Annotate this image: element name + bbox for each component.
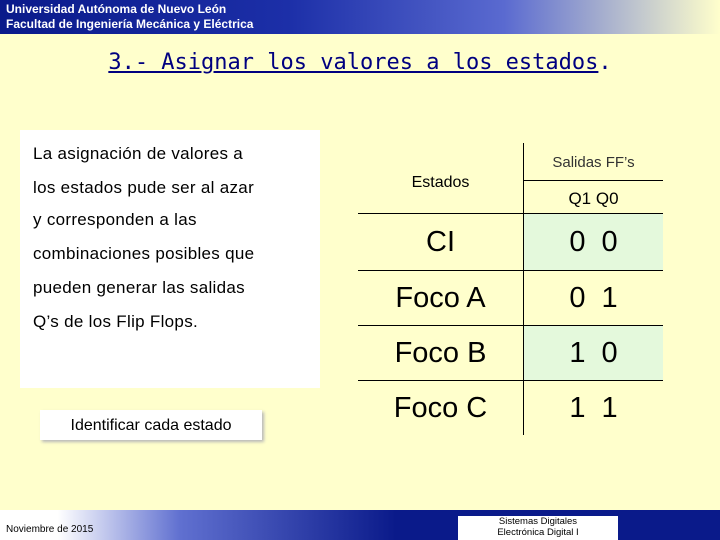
code-foco-a: 0 1 (569, 282, 618, 314)
caption-text: Identificar cada estado (70, 417, 232, 434)
state-foco-a: Foco A (395, 282, 486, 314)
slide-title (0, 50, 720, 75)
university-name: Universidad Autónoma de Nuevo León (6, 2, 227, 16)
description-box (20, 130, 320, 388)
code-foco-c: 1 1 (569, 392, 618, 424)
state-ci: CI (426, 226, 455, 258)
table-row-divider-4 (358, 380, 663, 381)
description-line-4: combinaciones posibles que (33, 244, 255, 263)
state-foco-b: Foco B (394, 337, 487, 369)
description-line-1: La asignación de valores a (33, 144, 244, 163)
code-foco-b: 1 0 (569, 337, 618, 369)
caption-box (40, 410, 262, 440)
description-line-5: pueden generar las salidas (33, 278, 245, 297)
slide-title-period: . (598, 50, 612, 75)
header-q1-q0: Q1 Q0 (568, 189, 619, 208)
description-line-3: y corresponden a las (33, 210, 197, 229)
footer-date: Noviembre de 2015 (6, 524, 94, 535)
header-salidas: Salidas FF’s (552, 154, 635, 171)
slide-title-text: 3.- Asignar los valores a los estados (108, 50, 599, 75)
footer-course-line-1: Sistemas Digitales (498, 516, 578, 527)
faculty-name: Facultad de Ingeniería Mecánica y Eléctrica (6, 17, 254, 31)
state-foco-c: Foco C (393, 392, 488, 424)
footer-course (458, 516, 618, 540)
table-header-divider (523, 180, 663, 181)
table-row-divider-3 (358, 325, 663, 326)
code-ci: 0 0 (569, 226, 618, 258)
table-row-divider-2 (358, 270, 663, 271)
footer-course-line-2: Electrónica Digital I (497, 527, 579, 538)
table-row-divider-1 (358, 213, 663, 214)
description-line-2: los estados pude ser al azar (33, 178, 255, 197)
description-line-6: Q’s de los Flip Flops. (33, 312, 199, 331)
header-estados: Estados (411, 174, 470, 191)
